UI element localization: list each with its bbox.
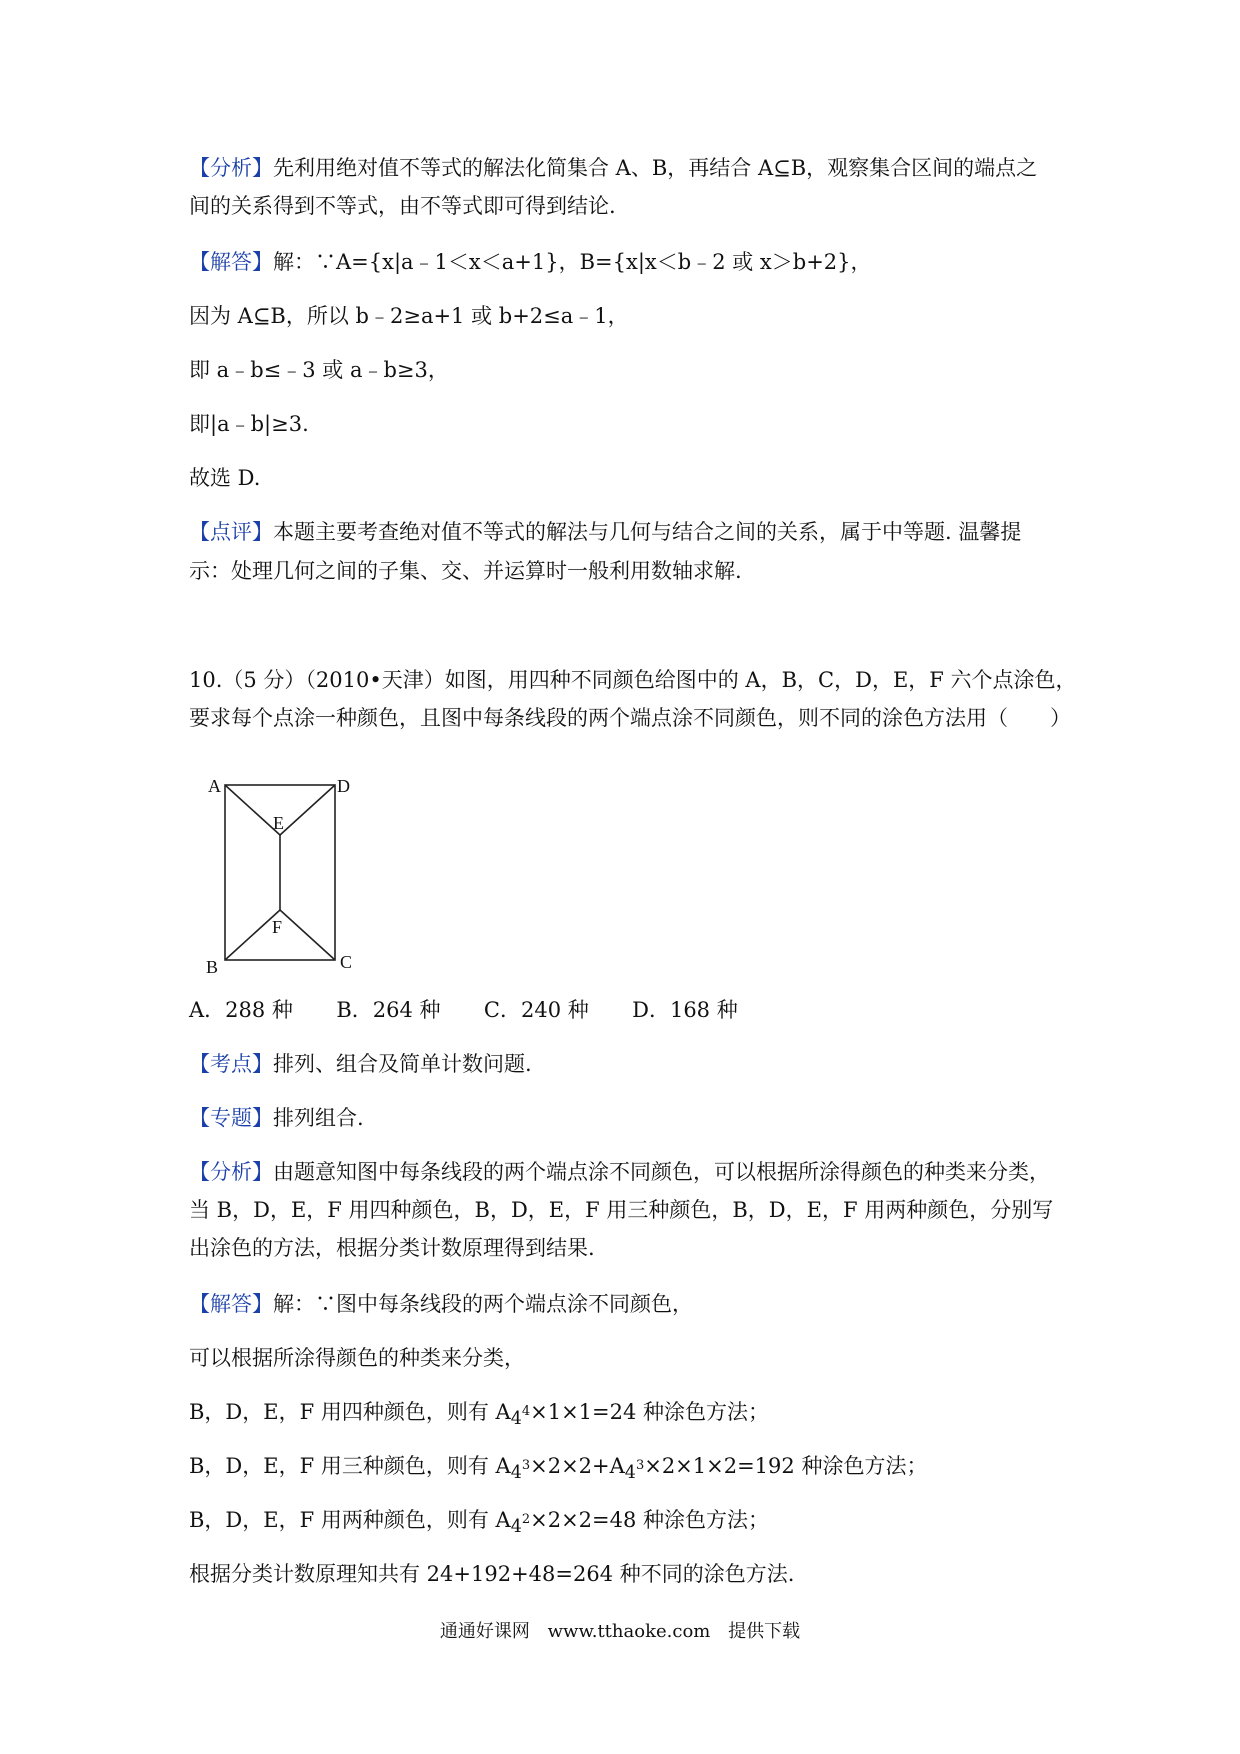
zhuanti-line: 【专题】排列组合. xyxy=(189,1106,364,1130)
answer-line1: 【解答】解：∵图中每条线段的两个端点涂不同颜色， xyxy=(189,1292,693,1316)
figure-label-d: D xyxy=(337,776,350,796)
footer-url[interactable]: www.tthaoke.com xyxy=(547,1621,711,1642)
page-footer xyxy=(0,1620,1240,1644)
case-four-colors: B，D，E，F 用四种颜色，则有 $A_4^4\times 1\times 1=24$ 种涂色方法； xyxy=(189,1400,770,1430)
figure-edge-cf xyxy=(280,910,335,960)
figure-edge-ae xyxy=(225,785,280,835)
analysis-line3: 出涂色的方法，根据分类计数原理得到结果. xyxy=(189,1236,595,1260)
answer-line2: 可以根据所涂得颜色的种类来分类， xyxy=(189,1346,525,1370)
answer-options xyxy=(189,996,738,1024)
prev-answer-line5: 故选 D. xyxy=(189,466,261,490)
option-d[interactable]: D．168 种 xyxy=(632,998,738,1022)
prev-comment-line1: 【点评】本题主要考查绝对值不等式的解法与几何与结合之间的关系，属于中等题. 温馨提 xyxy=(189,520,1022,544)
option-a[interactable]: A．288 种 xyxy=(189,998,293,1022)
figure-edge-de xyxy=(280,785,335,835)
footer-note: 提供下载 xyxy=(728,1621,801,1642)
option-b[interactable]: B．264 种 xyxy=(336,998,441,1022)
analysis-line2: 当 B，D，E，F 用四种颜色，B，D，E，F 用三种颜色，B，D，E，F 用两种颜色，分别写 xyxy=(189,1198,1054,1222)
figure-label-e: E xyxy=(273,813,284,833)
analysis-tag: 【分析】 xyxy=(189,1160,273,1184)
conclusion-line: 根据分类计数原理知共有 24+192+48=264 种不同的涂色方法. xyxy=(189,1562,795,1586)
footer-site-name: 通通好课网 xyxy=(439,1621,530,1642)
prev-analysis-line1: 【分析】先利用绝对值不等式的解法化简集合 A、B，再结合 A⊆B，观察集合区间的端点之 xyxy=(189,156,1038,180)
question-line1: 10.（5 分）（2010•天津）如图，用四种不同颜色给图中的 A，B，C，D，E，F 六个点涂色， xyxy=(189,668,1077,692)
prev-answer-line4: 即|a﹣b|≥3. xyxy=(189,412,309,436)
prev-answer-line2: 因为 A⊆B，所以 b﹣2≥a+1 或 b+2≤a﹣1， xyxy=(189,304,629,328)
answer-tag: 【解答】 xyxy=(189,250,273,274)
case-two-colors: B，D，E，F 用两种颜色，则有 $A_4^2\times 2\times 2=48$ 种涂色方法； xyxy=(189,1508,770,1538)
prev-analysis-line2: 间的关系得到不等式，由不等式即可得到结论. xyxy=(189,194,616,218)
figure-label-c: C xyxy=(340,952,353,972)
prev-answer-line3: 即 a﹣b≤﹣3 或 a﹣b≥3， xyxy=(189,358,449,382)
question-figure xyxy=(200,775,370,975)
case-three-colors: B，D，E，F 用三种颜色，则有 $A_4^3\times 2\times 2+A_4^3\times 2\times 1\times 2=192$ 种涂色方法； xyxy=(189,1454,928,1484)
analysis-line1: 【分析】由题意知图中每条线段的两个端点涂不同颜色，可以根据所涂得颜色的种类来分类， xyxy=(189,1160,1050,1184)
prev-comment-line2: 示：处理几何之间的子集、交、并运算时一般利用数轴求解. xyxy=(189,559,742,583)
comment-tag: 【点评】 xyxy=(189,520,273,544)
figure-label-f: F xyxy=(272,917,283,937)
figure-label-a: A xyxy=(208,776,221,796)
answer-tag: 【解答】 xyxy=(189,1292,273,1316)
kaodian-tag: 【考点】 xyxy=(189,1052,273,1076)
zhuanti-tag: 【专题】 xyxy=(189,1106,273,1130)
analysis-tag: 【分析】 xyxy=(189,156,273,180)
question-line2: 要求每个点涂一种颜色，且图中每条线段的两个端点涂不同颜色，则不同的涂色方法用（ ） xyxy=(189,706,1071,730)
prev-answer-line1: 【解答】解：∵A={x|a﹣1＜x＜a+1}，B={x|x＜b﹣2 或 x＞b+2}， xyxy=(189,250,872,274)
kaodian-line: 【考点】排列、组合及简单计数问题. xyxy=(189,1052,532,1076)
figure-label-b: B xyxy=(206,957,219,975)
option-c[interactable]: C．240 种 xyxy=(483,998,589,1022)
